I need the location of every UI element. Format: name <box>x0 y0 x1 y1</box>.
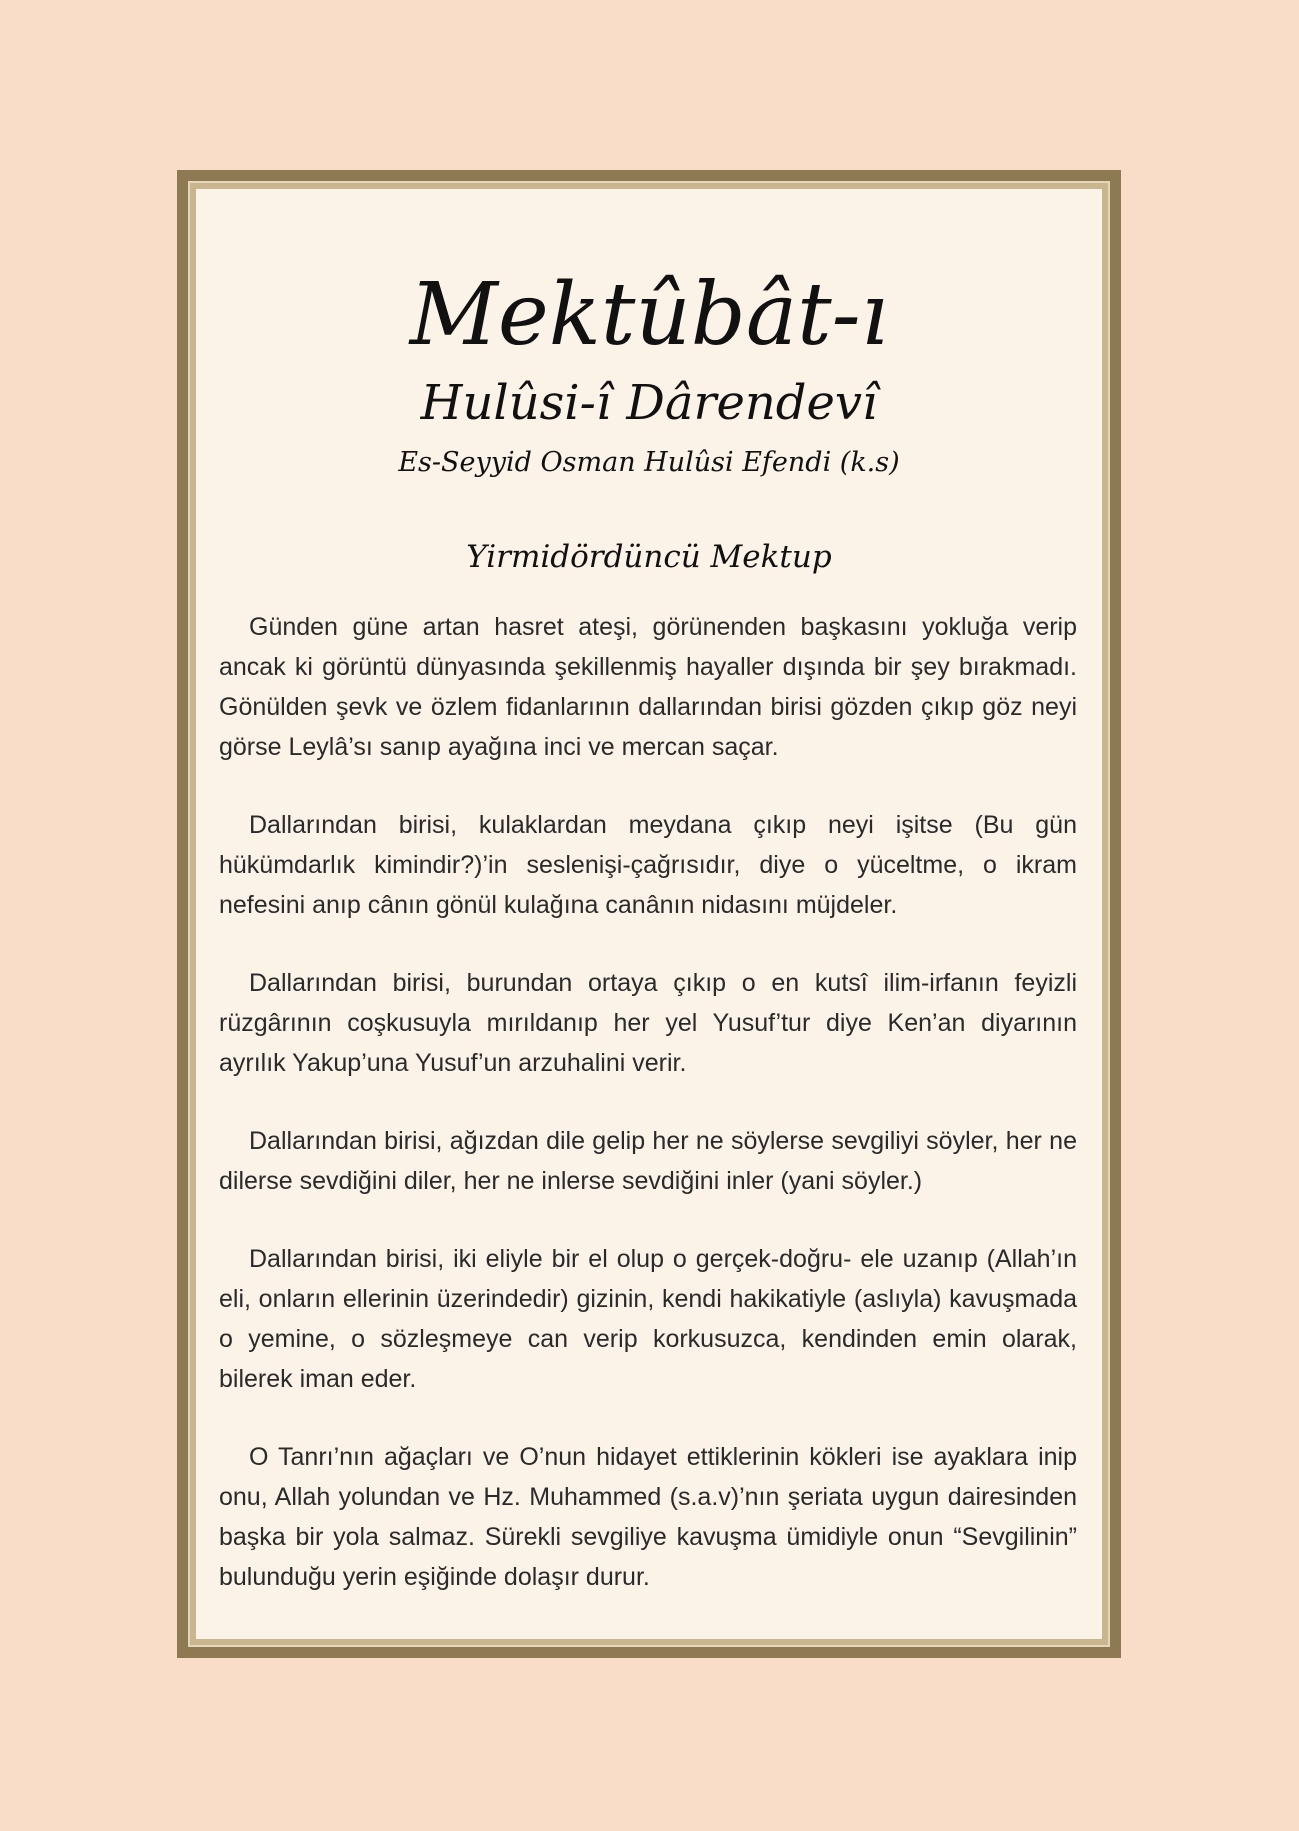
document-subtitle: Hulûsi-î Dârendevî <box>420 375 878 431</box>
content-panel <box>196 189 1102 1639</box>
paragraph-4: Dallarından birisi, ağızdan dile gelip her ne söylerse sevgiliyi söyler, her ne dilerse sevdiğini diler, her ne inlerse sevdiğini inler (yani söyler.) <box>219 1127 1077 1195</box>
document-title: Mektûbât-ı <box>409 265 889 365</box>
section-title: Yirmidördüncü Mektup <box>466 539 832 575</box>
frame-inner-border <box>188 181 1110 1647</box>
document-author: Es-Seyyid Osman Hulûsi Efendi (k.s) <box>398 447 900 478</box>
page-frame <box>177 170 1121 1658</box>
letter-body <box>219 607 1077 1635</box>
paragraph-5: Dallarından birisi, iki eliyle bir el olup o gerçek-doğru- ele uzanıp (Allah’ın eli, onların ellerinin üzerindedir) gizinin, kendi hakikatiyle (aslıyla) kavuşmada o yemine, o sözleşmeye can verip korkusuzca, kendinden emin olarak, bilerek iman eder. <box>219 1245 1077 1393</box>
paragraph-6: O Tanrı’nın ağaçları ve O’nun hidayet ettiklerinin kökleri ise ayaklara inip onu, Allah yolundan ve Hz. Muhammed (s.a.v)’nın şeriata uygun dairesinden başka bir yola salmaz. Sürekli sevgiliye kavuşma ümidiyle onun “Sevgilinin” bulunduğu yerin eşiğinde dolaşır durur. <box>219 1443 1077 1591</box>
paragraph-3: Dallarından birisi, burundan ortaya çıkıp o en kutsî ilim-irfanın feyizli rüzgârının coşkusuyla mırıldanıp her yel Yusuf’tur diye Ken’an diyarının ayrılık Yakup’una Yusuf’un arzuhalini verir. <box>219 969 1077 1077</box>
paragraph-2: Dallarından birisi, kulaklardan meydana çıkıp neyi işitse (Bu gün hükümdarlık kimindir?)’in seslenişi-çağrısıdır, diye o yüceltme, o ikram nefesini anıp cânın gönül kulağına canânın nidasını müjdeler. <box>219 811 1077 919</box>
paragraph-1: Günden güne artan hasret ateşi, görünenden başkasını yokluğa verip ancak ki görüntü dünyasında şekillenmiş hayaller dışında bir şey bırakmadı. Gönülden şevk ve özlem fidanlarının dallarından birisi gözden çıkıp göz neyi görse Leylâ’sı sanıp ayağına inci ve mercan saçar. <box>219 613 1077 761</box>
